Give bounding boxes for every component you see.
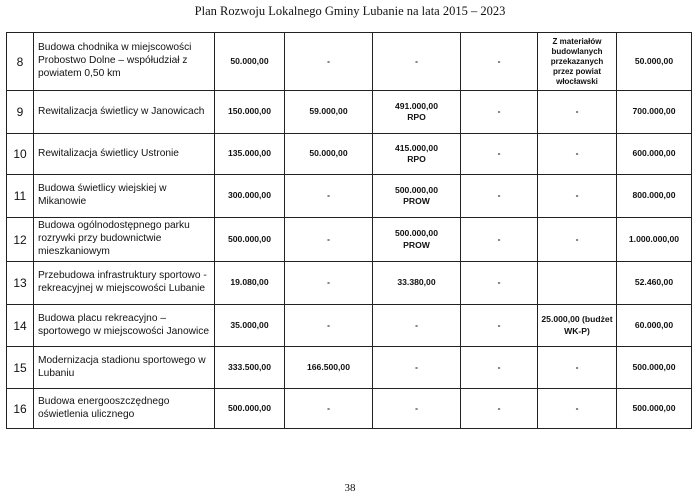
task-name: Budowa placu rekreacyjno – sportowego w miejscowości Janowice bbox=[34, 305, 215, 347]
amount-cell bbox=[373, 389, 461, 429]
task-name: Budowa świetlicy wiejskiej w Mikanowie bbox=[34, 175, 215, 218]
amount-cell: - bbox=[461, 218, 538, 262]
table-row bbox=[7, 389, 692, 429]
amount-value: - bbox=[415, 361, 418, 372]
amount-cell: 135.000,00 bbox=[215, 134, 285, 175]
amount-cell bbox=[373, 347, 461, 389]
task-name: Modernizacja stadionu sportowego w Lubaniu bbox=[34, 347, 215, 389]
other-sources-cell: - bbox=[538, 218, 617, 262]
amount-value: - bbox=[415, 319, 418, 330]
funding-source: PROW bbox=[403, 239, 430, 250]
amount-cell: 19.080,00 bbox=[215, 262, 285, 305]
amount-value: - bbox=[415, 402, 418, 413]
other-sources-cell: - bbox=[538, 175, 617, 218]
table-row bbox=[7, 262, 692, 305]
amount-value: 500.000,00 bbox=[394, 184, 438, 195]
amount-value: 500.000,00 bbox=[394, 228, 438, 239]
total-cell: 800.000,00 bbox=[617, 175, 692, 218]
funding-source: PROW bbox=[403, 196, 430, 206]
funding-source: RPO bbox=[407, 154, 426, 164]
amount-cell bbox=[373, 175, 461, 218]
amount-cell bbox=[373, 33, 461, 91]
total-cell: 700.000,00 bbox=[617, 91, 692, 134]
row-number: 15 bbox=[7, 347, 34, 389]
amount-value: 33.380,00 bbox=[397, 277, 436, 288]
row-number: 8 bbox=[7, 33, 34, 91]
amount-cell: 59.000,00 bbox=[285, 91, 373, 134]
row-number: 9 bbox=[7, 91, 34, 134]
task-name: Rewitalizacja świetlicy w Janowicach bbox=[34, 91, 215, 134]
other-sources-cell bbox=[538, 262, 617, 305]
amount-cell: 166.500,00 bbox=[285, 347, 373, 389]
task-name: Budowa energooszczędnego oświetlenia ulicznego bbox=[34, 389, 215, 429]
amount-cell: 500.000,00 bbox=[215, 389, 285, 429]
amount-cell: - bbox=[285, 389, 373, 429]
other-sources-cell: - bbox=[538, 389, 617, 429]
amount-cell: 35.000,00 bbox=[215, 305, 285, 347]
total-cell: 52.460,00 bbox=[617, 262, 692, 305]
other-sources-cell: - bbox=[538, 347, 617, 389]
row-number: 16 bbox=[7, 389, 34, 429]
amount-cell bbox=[373, 218, 461, 262]
amount-cell: 50.000,00 bbox=[215, 33, 285, 91]
table-row bbox=[7, 175, 692, 218]
other-sources-cell: Z materiałów budowlanych przekazanych przez powiat włocławski bbox=[538, 33, 617, 91]
amount-cell bbox=[373, 91, 461, 134]
table-row bbox=[7, 218, 692, 262]
task-name: Rewitalizacja świetlicy Ustronie bbox=[34, 134, 215, 175]
total-cell: 50.000,00 bbox=[617, 33, 692, 91]
amount-cell: - bbox=[285, 33, 373, 91]
row-number: 12 bbox=[7, 218, 34, 262]
amount-cell: - bbox=[461, 134, 538, 175]
amount-value: 491.000,00 bbox=[394, 100, 438, 111]
amount-cell: - bbox=[461, 175, 538, 218]
total-cell: 500.000,00 bbox=[617, 389, 692, 429]
amount-cell: 333.500,00 bbox=[215, 347, 285, 389]
row-number: 10 bbox=[7, 134, 34, 175]
task-name: Budowa ogólnodostępnego parku rozrywki przy budownictwie mieszkaniowym bbox=[34, 218, 215, 262]
funding-source: RPO bbox=[407, 112, 426, 122]
other-sources-cell: - bbox=[538, 134, 617, 175]
other-sources-cell: - bbox=[538, 91, 617, 134]
amount-cell bbox=[373, 262, 461, 305]
total-cell: 1.000.000,00 bbox=[617, 218, 692, 262]
amount-value: - bbox=[415, 55, 418, 66]
table-row bbox=[7, 33, 692, 91]
total-cell: 500.000,00 bbox=[617, 347, 692, 389]
total-cell: 600.000,00 bbox=[617, 134, 692, 175]
amount-cell: 50.000,00 bbox=[285, 134, 373, 175]
total-cell: 60.000,00 bbox=[617, 305, 692, 347]
table-row bbox=[7, 305, 692, 347]
amount-cell bbox=[373, 134, 461, 175]
other-sources-cell: 25.000,00 (budżet WK-P) bbox=[538, 305, 617, 347]
amount-cell: 500.000,00 bbox=[215, 218, 285, 262]
row-number: 14 bbox=[7, 305, 34, 347]
amount-cell: - bbox=[285, 262, 373, 305]
amount-value: 415.000,00 bbox=[394, 142, 438, 153]
amount-cell bbox=[373, 305, 461, 347]
amount-cell: - bbox=[461, 389, 538, 429]
amount-cell: - bbox=[285, 218, 373, 262]
investment-table bbox=[6, 32, 692, 429]
row-number: 13 bbox=[7, 262, 34, 305]
table-row bbox=[7, 134, 692, 175]
page-header-title: Plan Rozwoju Lokalnego Gminy Lubanie na lata 2015 – 2023 bbox=[194, 4, 506, 18]
amount-cell: - bbox=[461, 305, 538, 347]
page-number: 38 bbox=[344, 482, 356, 494]
amount-cell: - bbox=[285, 175, 373, 218]
table-row bbox=[7, 91, 692, 134]
amount-cell: - bbox=[461, 262, 538, 305]
task-name: Budowa chodnika w miejscowości Probostwo Dolne – współudział z powiatem 0,50 km bbox=[34, 33, 215, 91]
row-number: 11 bbox=[7, 175, 34, 218]
amount-cell: - bbox=[461, 347, 538, 389]
amount-cell: - bbox=[461, 91, 538, 134]
amount-cell: 300.000,00 bbox=[215, 175, 285, 218]
amount-cell: 150.000,00 bbox=[215, 91, 285, 134]
task-name: Przebudowa infrastruktury sportowo - rekreacyjnej w miejscowości Lubanie bbox=[34, 262, 215, 305]
amount-cell: - bbox=[285, 305, 373, 347]
amount-cell: - bbox=[461, 33, 538, 91]
table-row bbox=[7, 347, 692, 389]
